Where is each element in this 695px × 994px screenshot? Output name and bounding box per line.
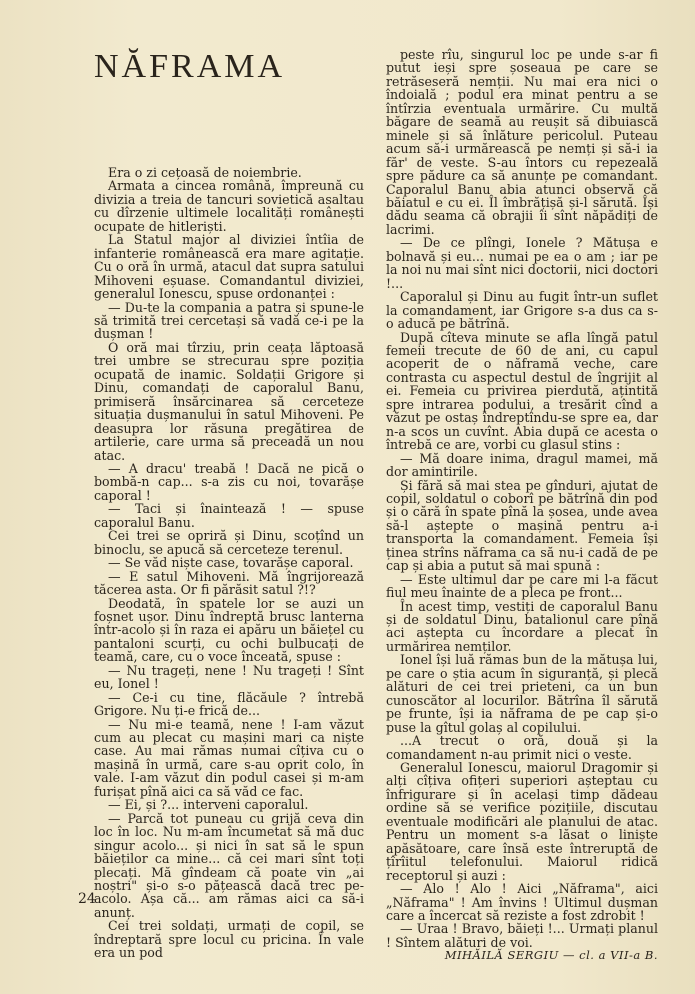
paragraph: peste rîu, singurul loc pe unde s-ar fi putut ieși spre șoseaua pe care se retrăseseră nemții. Nu mai era nici o îndoială ; podul era minat pentru a se întîrzia eventuala urmărire. Cu multă băgare de seamă au reușit să dibuiască minele și să înlăture pericolul. Puteau acum să-i urmărească pe nemți și să-i ia făr' de veste. S-au întors cu repezeală spre pădure ca să anunțe pe comandant. Caporalul Banu abia atunci observă că băiatul e cu ei. Îl îmbrățișă și-l sărută. Își dădu seama că obrajii îi sînt năpădiți de lacrimi. xyxy=(386,47,658,237)
paragraph: Deodată, în spatele lor se auzi un foșnet ușor. Dinu îndreptă brusc lanterna într-acolo și în raza ei apăru un băiețel cu pantaloni scurți, cu ochi bulbucați de teamă, care, cu o voce înceată, spuse : xyxy=(94,595,364,665)
page-number: 24 xyxy=(78,891,96,907)
right-column xyxy=(386,48,658,963)
paragraph: ...A trecut o oră, două și la comandament n-au primit nici o veste. xyxy=(386,733,658,762)
paragraph: Generalul Ionescu, maiorul Dragomir și alți cîțiva ofițeri superiori așteptau cu înfrigurare și în același timp dădeau ordine să se verifice pozițiile, discutau eventuale modificări ale planului de atac. Pentru un moment s-a lăsat o liniște apăsătoare, care însă este întreruptă de țîrîitul telefonului. Maiorul ridică receptorul și auzi : xyxy=(386,760,658,883)
paragraph: Cei trei soldați, urmați de copil, se îndreptară spre locul cu pricina. În vale era un pod xyxy=(94,918,364,961)
paragraph: Ionel își luă rămas bun de la mătușa lui, pe care o știa acum în siguranță, și plecă alături de cei trei prieteni, ca un bun cunoscător al locurilor. Bătrîna îl sărută pe frunte, își ia năframa de pe cap și-o puse la gîtul golaș al copilului. xyxy=(386,652,658,735)
paragraph: — Taci și înaintează ! — spuse caporalul Banu. xyxy=(94,501,364,530)
paragraph: — Ei, și ?... interveni caporalul. xyxy=(108,797,309,813)
paragraph: — Se văd niște case, tovarășe caporal. xyxy=(108,555,354,571)
paragraph: — Mă doare inima, dragul mamei, mă dor amintirile. xyxy=(386,450,658,480)
paragraph: Era o zi cețoasă de noiembrie. xyxy=(108,165,302,180)
paragraph: — A dracu' treabă ! Dacă ne pică o bombă-n cap... s-a zis cu noi, tovarășe caporal ! xyxy=(94,460,364,503)
paragraph: — Nu mi-e teamă, nene ! I-am văzut cum au plecat cu mașini mari ca niște case. Au mai rămas numai cîțiva cu o mașină în urmă, care s-au oprit colo, în vale. I-am văzut din podul casei și m-am furișat pînă aici ca să văd ce fac. xyxy=(94,716,364,799)
paragraph: În acest timp, vestiți de caporalul Banu și de soldatul Dinu, batalionul care pînă aci aștepta cu încordare a plecat în urmărirea nemților. xyxy=(386,598,658,654)
paragraph: — Nu trageți, nene ! Nu trageți ! Sînt eu, Ionel ! xyxy=(94,662,364,692)
paragraph: După cîteva minute se afla lîngă patul femeii trecute de 60 de ani, cu capul acoperit de o năframă veche, care contrasta cu aspectul destul de îngrijit al ei. Femeia cu privirea pierdută, ațintită spre intrarea podului, a tresărit cînd a văzut pe ostaș îndreptîndu-se spre ea, dar n-a scos un cuvînt. Abia după ce acesta o întrebă ce are, vorbi cu glasul stins : xyxy=(386,329,658,453)
paragraph: — E satul Mihoveni. Mă îngrijorează tăcerea asta. Or fi părăsit satul ?!? xyxy=(94,568,364,598)
paragraph: — De ce plîngi, Ionele ? Mătușa e bolnavă și eu... numai pe ea o am ; iar pe la noi nu mai sînt nici doctorii, nici doctori !... xyxy=(386,235,658,291)
paragraph: Și fără să mai stea pe gînduri, ajutat de copil, soldatul o coborî pe bătrînă din pod și o cără în spate pînă la șosea, unde avea să-l aștepte o mașină pentru a-i transporta la comandament. Femeia își ținea strîns năframa ca să nu-i cadă de pe cap și abia a putut să mai spună : xyxy=(386,477,658,574)
paragraph: — Du-te la compania a patra și spune-le să trimită trei cercetași să vadă ce-i pe la dușman ! xyxy=(94,299,364,342)
paragraph: La Statul major al diviziei întîia de infanterie românească era mare agitație. Cu o oră în urmă, atacul dat supra satului Mihoveni eșuase. Comandantul diviziei, generalul Ionescu, spuse ordonanței : xyxy=(94,232,364,302)
article-title: NĂFRAMA xyxy=(94,48,286,85)
paragraph: Armata a cincea română, împreună cu divizia a treia de tancuri sovietică asaltau cu dîrzenie ultimele localități românești ocupate de hitleriști. xyxy=(94,178,364,234)
paragraph: — Ce-i cu tine, flăcăule ? întrebă Grigore. Nu ți-e frică de... xyxy=(94,689,364,719)
paragraph: — Uraa ! Bravo, băieți !... Urmați planul ! Sîntem alături de voi. xyxy=(386,921,658,950)
paragraph: Caporalul și Dinu au fugit într-un suflet la comandament, iar Grigore s-a dus ca s-o aducă pe bătrînă. xyxy=(386,289,658,332)
paragraph: — Alo ! Alo ! Aici „Năframa", aici „Năframa" ! Am învins ! Ultimul dușman care a încercat să reziste a fost zdrobit ! xyxy=(386,881,658,923)
paragraph: O oră mai tîrziu, prin ceața lăptoasă trei umbre se strecurau spre poziția ocupată de inamic. Soldații Grigore și Dinu, comandați de caporalul Banu, primiseră însărcinarea să cerceteze situația dușmanului în satul Mihoveni. Pe deasupra lor răsuna pregătirea de artilerie, care urma să preceadă un nou atac. xyxy=(94,339,364,463)
author-class: — cl. a VII-a B. xyxy=(558,948,658,963)
paragraph: — Parcă tot puneau cu grijă ceva din loc în loc. Nu m-am încumetat să mă duc singur acolo... și nici în sat să le spun băieților ca mine... că cei mari sînt toți plecați. Mă gîndeam că poate vin „ai noștri" și-o s-o pățească dacă trec pe-acolo. Așa că... am rămas aici ca să-i anunț. xyxy=(94,810,364,920)
author-name: MIHĂILĂ SERGIU xyxy=(444,948,559,963)
paragraph: — Este ultimul dar pe care mi l-a făcut fiul meu înainte de a pleca pe front... xyxy=(386,571,658,601)
paragraph: Cei trei se opriră și Dinu, scoțînd un binoclu, se apucă să cerceteze terenul. xyxy=(94,528,364,557)
left-column xyxy=(94,166,364,960)
author-signature xyxy=(386,949,658,962)
